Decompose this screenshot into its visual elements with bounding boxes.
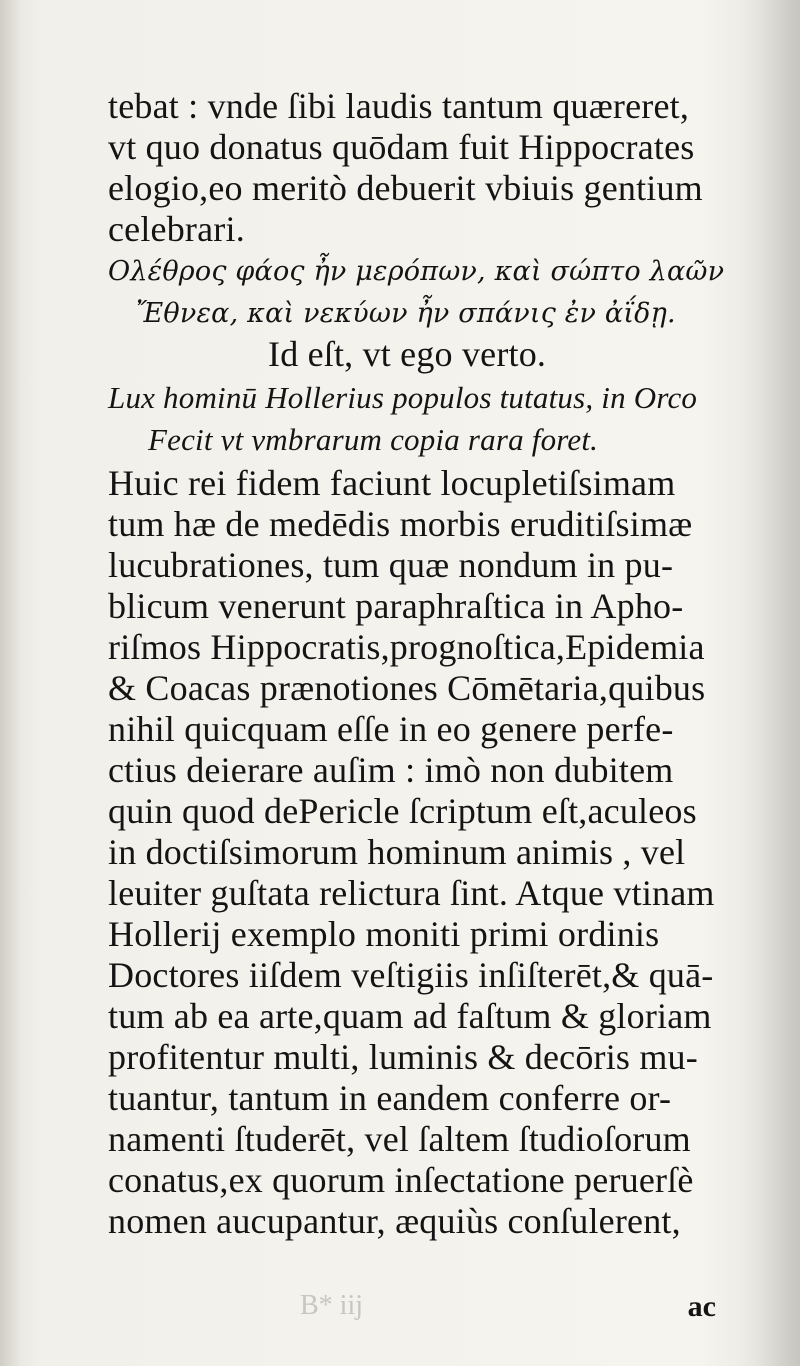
text-line: profitentur multi, luminis & decōris mu- bbox=[108, 1037, 698, 1077]
text-line: elogio,eo meritò debuerit vbiuis gentium bbox=[108, 168, 703, 208]
text-line: blicum venerunt paraphraſtica in Apho- bbox=[108, 586, 684, 626]
text-line: conatus,ex quorum inſectatione peruerſè bbox=[108, 1160, 694, 1200]
text-line: tebat : vnde ſibi laudis tantum quæreret, bbox=[108, 86, 690, 126]
text-line: tuantur, tantum in eandem conferre or- bbox=[108, 1078, 672, 1118]
text-line: quin quod dePericle ſcriptum eſt,aculeos bbox=[108, 791, 697, 831]
text-line: tum ab ea arte,quam ad faſtum & gloriam bbox=[108, 996, 712, 1036]
signature-mark: B* iij bbox=[300, 1290, 364, 1321]
latin-verse-line: Fecit vt vmbrarum copia rara foret. bbox=[148, 422, 599, 457]
text-line: lucubrationes, tum quæ nondum in pu- bbox=[108, 545, 674, 585]
catchword: ac bbox=[687, 1290, 716, 1323]
text-line: riſmos Hippocratis,prognoſtica,Epidemia bbox=[108, 627, 705, 667]
text-line: Huic rei fidem faciunt locupletiſsimam bbox=[108, 463, 676, 503]
text-line: nomen aucupantur, æquiùs conſulerent, bbox=[108, 1201, 681, 1241]
text-line: in doctiſsimorum hominum animis , vel bbox=[108, 832, 686, 872]
latin-verse-line: Lux hominū Hollerius populos tutatus, in Orco bbox=[108, 380, 698, 415]
text-line: & Coacas prænotiones Cōmētaria,quibus bbox=[108, 668, 706, 708]
greek-verse-line: Ολέθρος φάος ἦν μερόπων, καὶ σώπτο λαῶν bbox=[108, 256, 725, 287]
text-line: namenti ſtuderēt, vel ſaltem ſtudioſorum bbox=[108, 1119, 691, 1159]
text-line: Doctores iiſdem veſtigiis inſiſterēt,& quā- bbox=[108, 955, 714, 995]
text-line: nihil quicquam eſſe in eo genere perfe- bbox=[108, 709, 674, 749]
text-line: tum hæ de medēdis morbis eruditiſsimæ bbox=[108, 504, 693, 544]
text-line: celebrari. bbox=[108, 209, 245, 249]
text-line: vt quo donatus quōdam fuit Hippocrates bbox=[108, 127, 695, 167]
page-edge-shadow bbox=[742, 0, 800, 1366]
text-line: leuiter guſtata relictura ſint. Atque vtinam bbox=[108, 873, 715, 913]
text-line: ctius deierare auſim : imò non dubitem bbox=[108, 750, 674, 790]
greek-verse-line: Ἔθνεα, καὶ νεκύων ἦν σπάνις ἐν ἀΐδῃ. bbox=[136, 298, 676, 329]
text-line: Id eſt, vt ego verto. bbox=[268, 334, 547, 374]
page-gutter bbox=[0, 0, 22, 1366]
text-line: Hollerij exemplo moniti primi ordinis bbox=[108, 914, 660, 954]
